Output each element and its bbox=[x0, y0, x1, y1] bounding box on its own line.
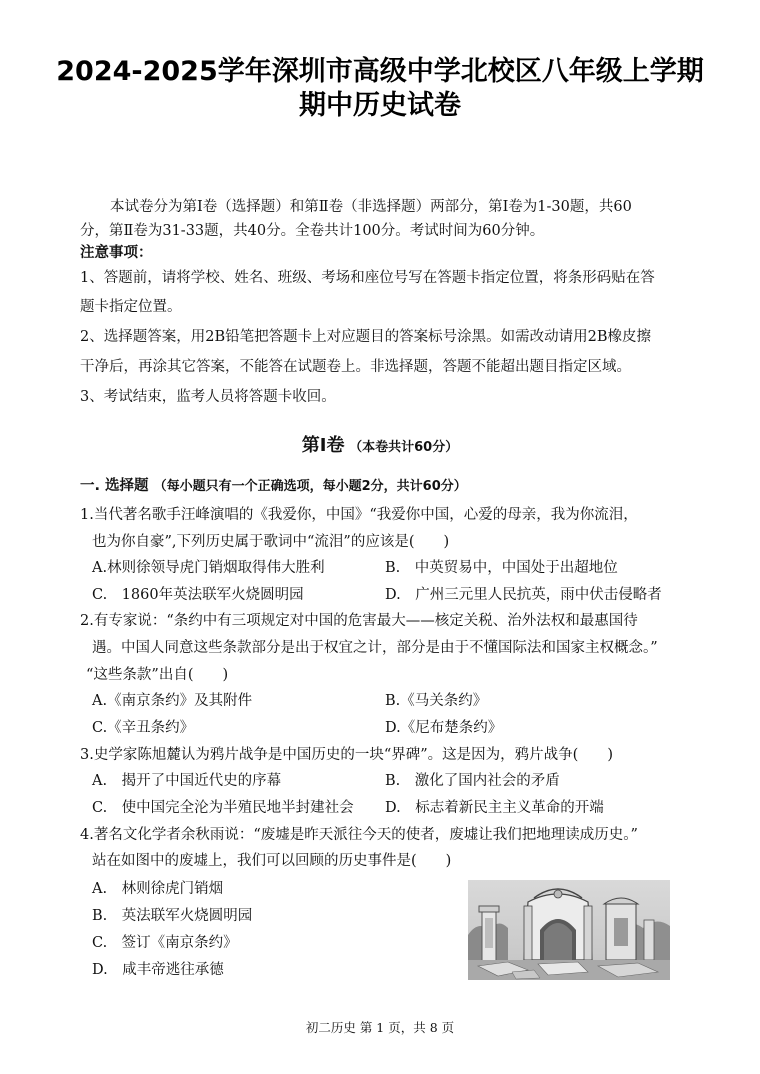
q1-stem-line2: 也为你自豪”,下列历史属于歌词中“流泪”的应该是( ) bbox=[92, 534, 450, 550]
q3-stem-line1: 3.史学家陈旭麓认为鸦片战争是中国历史的一块“界碑”。这是因为，鸦片战争( ) bbox=[80, 747, 613, 763]
q2-option-d: D.《尼布楚条约》 bbox=[385, 720, 503, 736]
q2-stem-line1: 2.有专家说：“条约中有三项规定对中国的危害最大——核定关税、治外法权和最惠国待 bbox=[80, 613, 638, 629]
note-1-line1: 1、答题前，请将学校、姓名、班级、考场和座位号写在答题卡指定位置，将条形码贴在答 bbox=[80, 270, 655, 286]
part1-subtitle: （本卷共计60分） bbox=[349, 440, 459, 455]
note-3: 3、考试结束，监考人员将答题卡收回。 bbox=[80, 389, 336, 405]
part1-heading bbox=[0, 436, 760, 458]
q1-option-c: C. 1860年英法联军火烧圆明园 bbox=[92, 587, 304, 603]
exam-title-line1: 2024-2025学年深圳市高级中学北校区八年级上学期 bbox=[56, 56, 704, 87]
q2-stem-line2: 遇。中国人同意这些条款部分是出于权宜之计，部分是由于不懂国际法和国家主权概念。” bbox=[92, 640, 658, 656]
page-footer: 初二历史 第 1 页，共 8 页 bbox=[305, 1020, 455, 1035]
q4-stem-line1: 4.著名文化学者余秋雨说：“废墟是昨天派往今天的使者，废墟让我们把地理读成历史。” bbox=[80, 827, 638, 843]
note-1-line2: 题卡指定位置。 bbox=[80, 299, 182, 315]
q1-stem-line1: 1.当代著名歌手汪峰演唱的《我爱你，中国》“我爱你中国，心爱的母亲，我为你流泪， bbox=[80, 507, 638, 523]
q2-option-a: A.《南京条约》及其附件 bbox=[92, 693, 253, 709]
q4-option-b: B. 英法联军火烧圆明园 bbox=[92, 908, 253, 924]
q1-option-b: B. 中英贸易中，中国处于出超地位 bbox=[385, 560, 618, 576]
q4-option-a: A. 林则徐虎门销烟 bbox=[92, 881, 224, 897]
q1-option-a: A.林则徐领导虎门销烟取得伟大胜利 bbox=[92, 560, 325, 576]
note-2-line1: 2、选择题答案，用2B铅笔把答题卡上对应题目的答案标号涂黑。如需改动请用2B橡皮擦 bbox=[80, 329, 651, 345]
q4-stem-line2: 站在如图中的废墟上，我们可以回顾的历史事件是( ) bbox=[92, 853, 452, 869]
q4-option-d: D. 咸丰帝逃往承德 bbox=[92, 962, 224, 978]
intro-line1: 本试卷分为第Ⅰ卷（选择题）和第Ⅱ卷（非选择题）两部分，第Ⅰ卷为1-30题，共60 bbox=[110, 199, 632, 215]
ruins-photo bbox=[468, 880, 670, 980]
exam-title-line2: 期中历史试卷 bbox=[299, 90, 461, 121]
intro-line2: 分，第Ⅱ卷为31-33题，共40分。全卷共计100分。考试时间为60分钟。 bbox=[80, 223, 545, 239]
note-2-line2: 干净后，再涂其它答案，不能答在试题卷上。非选择题，答题不能超出题目指定区域。 bbox=[80, 359, 631, 375]
part1-title: 第Ⅰ卷 bbox=[301, 435, 345, 456]
section1-note: （每小题只有一个正确选项，每小题2分，共计60分） bbox=[153, 479, 467, 494]
q3-option-d: D. 标志着新民主主义革命的开端 bbox=[385, 800, 604, 816]
q4-option-c: C. 签订《南京条约》 bbox=[92, 935, 238, 951]
q2-stem-line3: “这些条款”出自( ) bbox=[86, 667, 229, 683]
section1-title: 一. 选择题 bbox=[80, 478, 149, 494]
q2-option-b: B.《马关条约》 bbox=[385, 693, 488, 709]
q3-option-c: C. 使中国完全沦为半殖民地半封建社会 bbox=[92, 800, 354, 816]
notes-heading: 注意事项： bbox=[80, 245, 153, 261]
q3-option-b: B. 激化了国内社会的矛盾 bbox=[385, 773, 560, 789]
q2-option-c: C.《辛丑条约》 bbox=[92, 720, 195, 736]
q1-option-d: D. 广州三元里人民抗英，雨中伏击侵略者 bbox=[385, 587, 662, 603]
section1-heading bbox=[80, 476, 467, 497]
q3-option-a: A. 揭开了中国近代史的序幕 bbox=[92, 773, 282, 789]
